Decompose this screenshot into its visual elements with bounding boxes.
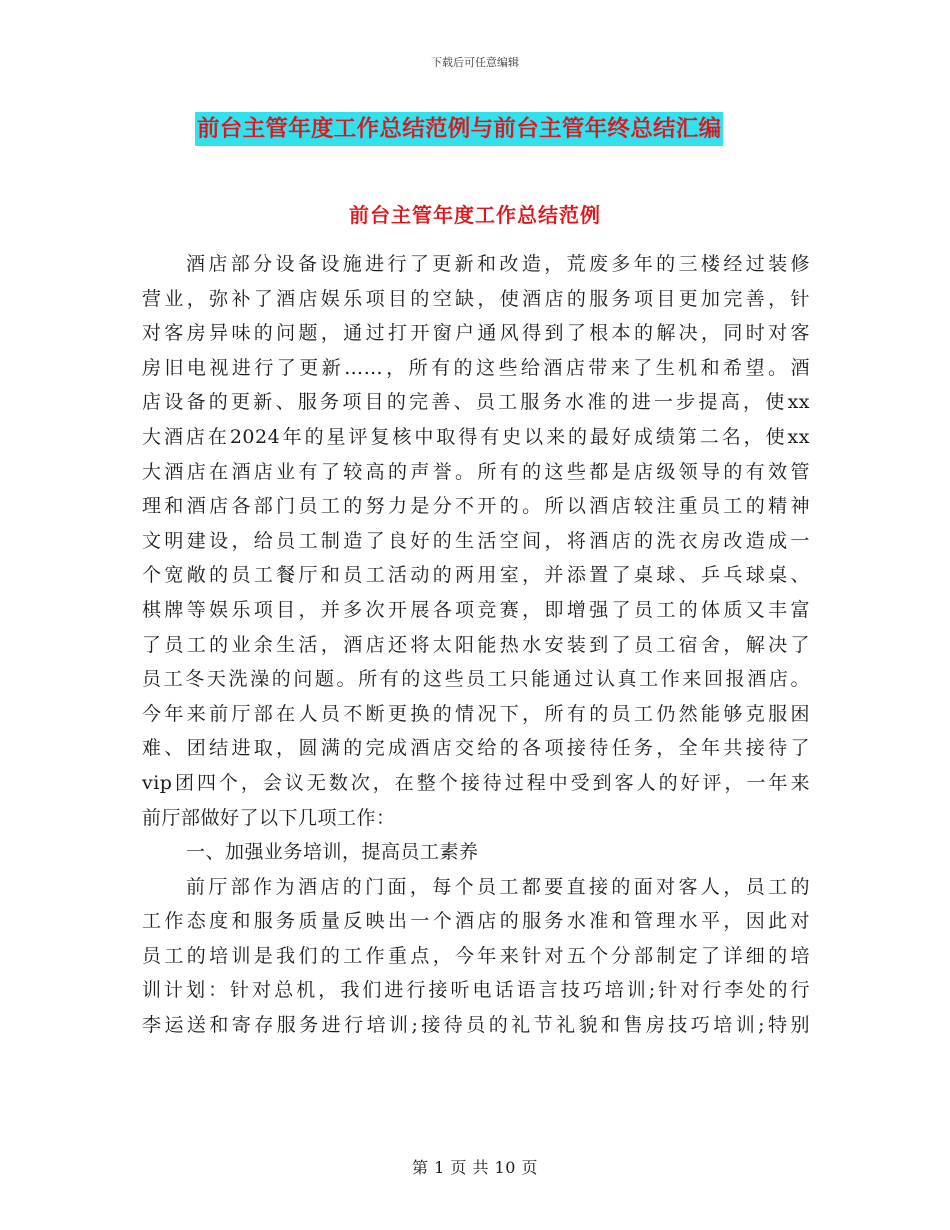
paragraph-line: 前厅部作为酒店的门面，每个员工都要直接的面对客人，员工的 xyxy=(186,875,810,898)
paragraph-line: 了员工的业余生活，酒店还将太阳能热水安装到了员工宿舍，解决了 xyxy=(142,633,810,656)
body-text xyxy=(142,247,810,1043)
section-title: 前台主管年度工作总结范例 xyxy=(349,203,601,227)
paragraph-line: 大酒店在酒店业有了较高的声誉。所有的这些都是店级领导的有效管 xyxy=(142,460,810,483)
page-footer: 第 1 页 共 10 页 xyxy=(412,1158,538,1177)
paragraph-line: 棋牌等娱乐项目，并多次开展各项竞赛，即增强了员工的体质又丰富 xyxy=(142,598,810,621)
paragraph-line: 今年来前厅部在人员不断更换的情况下，所有的员工仍然能够克服困 xyxy=(142,702,810,725)
paragraph-line: 难、团结进取，圆满的完成酒店交给的各项接待任务，全年共接待了 xyxy=(142,737,810,760)
document-main-title: 前台主管年度工作总结范例与前台主管年终总结汇编 xyxy=(195,112,723,146)
paragraph-line: vip团四个，会议无数次，在整个接待过程中受到客人的好评，一年来 xyxy=(142,771,810,794)
paragraph-line: 工作态度和服务质量反映出一个酒店的服务水准和管理水平，因此对 xyxy=(142,910,810,933)
paragraph-line: 对客房异味的问题，通过打开窗户通风得到了根本的解决，同时对客 xyxy=(142,322,810,345)
paragraph-line: 营业，弥补了酒店娱乐项目的空缺，使酒店的服务项目更加完善，针 xyxy=(142,287,810,310)
paragraph-line: 文明建设，给员工制造了良好的生活空间，将酒店的洗衣房改造成一 xyxy=(142,529,810,552)
paragraph-line: 店设备的更新、服务项目的完善、员工服务水准的进一步提高，使xx xyxy=(142,391,810,414)
paragraph-line: 前厅部做好了以下几项工作： xyxy=(142,806,396,829)
paragraph-line: 训计划：针对总机，我们进行接听电话语言技巧培训;针对行李处的行 xyxy=(142,979,810,1002)
paragraph-line: 员工冬天洗澡的问题。所有的这些员工只能通过认真工作来回报酒店。 xyxy=(142,668,810,691)
paragraph-line: 酒店部分设备设施进行了更新和改造，荒废多年的三楼经过装修 xyxy=(186,253,810,275)
header-note: 下载后可任意编辑 xyxy=(431,56,519,69)
paragraph-line: 大酒店在2024年的星评复核中取得有史以来的最好成绩第二名，使xx xyxy=(142,425,810,448)
paragraph-line: 理和酒店各部门员工的努力是分不开的。所以酒店较注重员工的精神 xyxy=(142,495,810,518)
paragraph-line: 个宽敞的员工餐厅和员工活动的两用室，并添置了桌球、乒乓球桌、 xyxy=(142,564,810,587)
paragraph-line: 李运送和寄存服务进行培训;接待员的礼节礼貌和售房技巧培训;特别 xyxy=(142,1014,810,1037)
paragraph-line: 房旧电视进行了更新……，所有的这些给酒店带来了生机和希望。酒 xyxy=(142,356,810,379)
section-heading: 一、加强业务培训，提高员工素养 xyxy=(186,841,479,864)
paragraph-line: 员工的培训是我们的工作重点，今年来针对五个分部制定了详细的培 xyxy=(142,944,810,967)
